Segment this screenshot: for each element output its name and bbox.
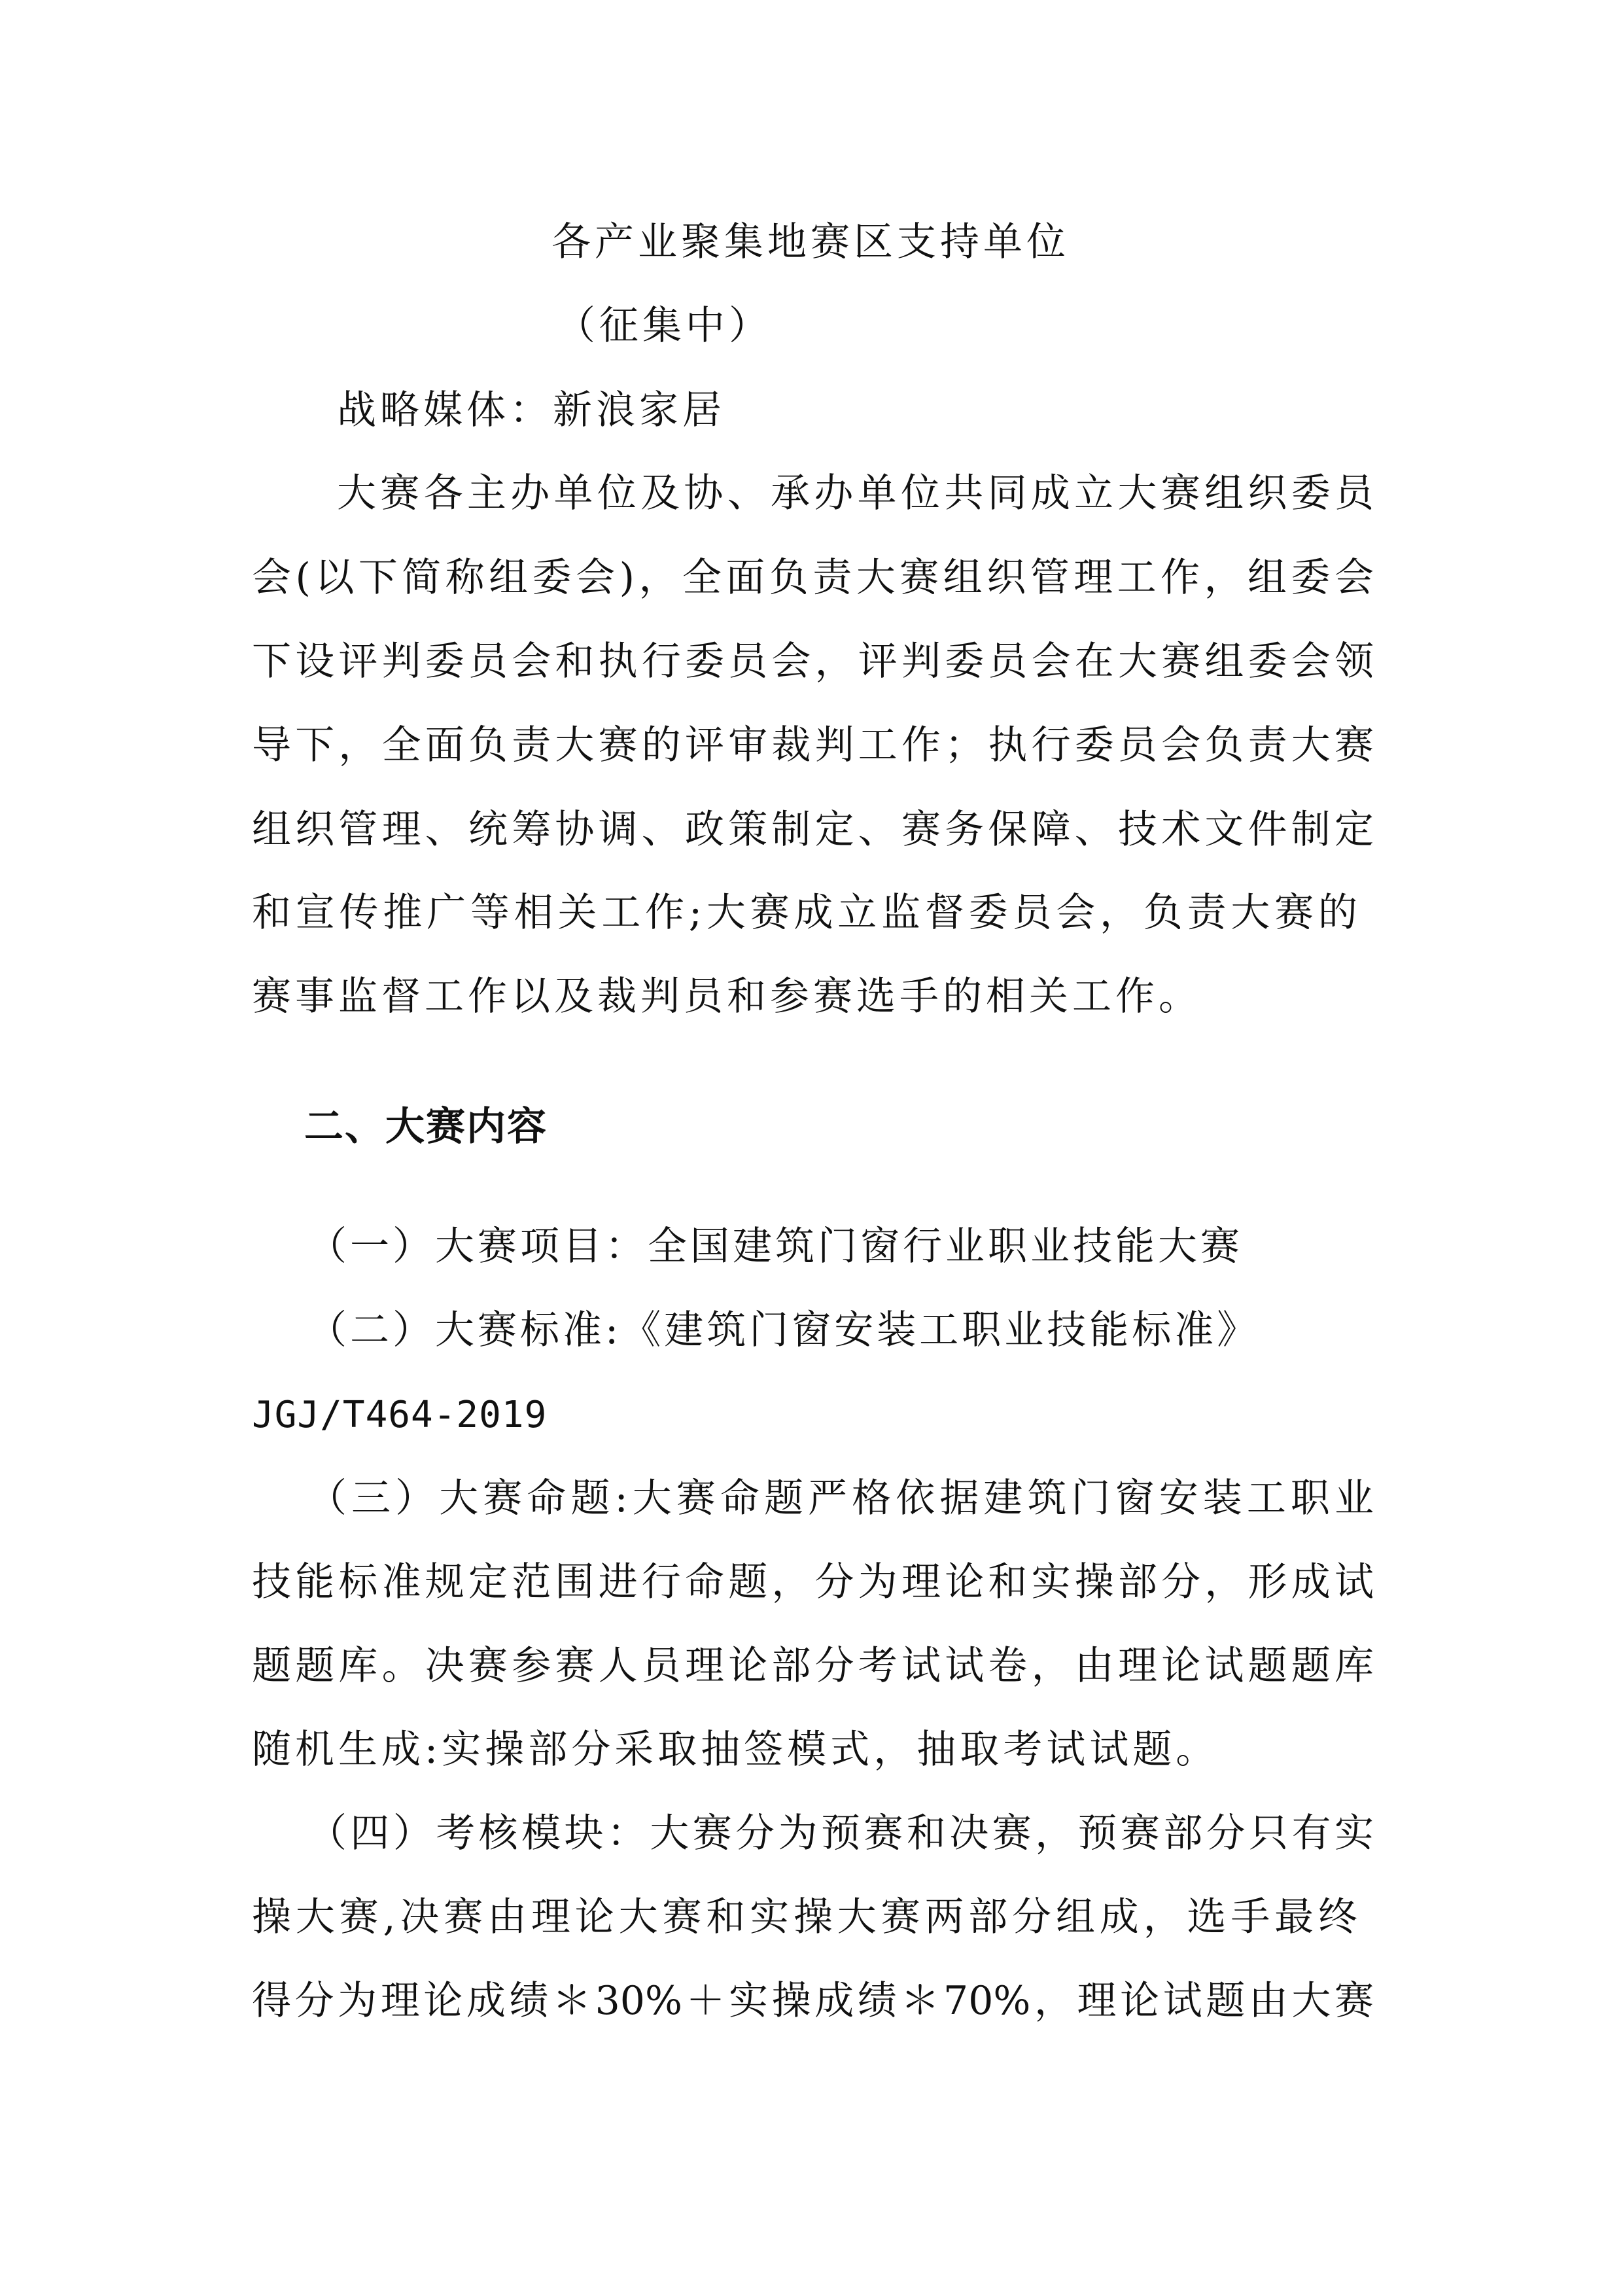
- intro-paragraph-line: 和宣传推广等相关工作;大赛成立监督委员会，负责大赛的: [252, 890, 1357, 936]
- proposition-line: （三）大赛命题:大赛命题严格依据建筑门窗安装工职业: [307, 1475, 1374, 1521]
- intro-paragraph-line: 大赛各主办单位及协、承办单位共同成立大赛组织委员: [337, 470, 1374, 516]
- intro-paragraph-line: 赛事监督工作以及裁判员和参赛选手的相关工作。: [252, 974, 1202, 1019]
- section-heading: 二、大赛内容: [304, 1104, 548, 1150]
- intro-paragraph-line: 组织管理、统筹协调、政策制定、赛务保障、技术文件制定: [252, 807, 1374, 853]
- contest-item-line: （一）大赛项目：全国建筑门窗行业职业技能大赛: [307, 1224, 1243, 1269]
- assessment-line: 得分为理论成绩＊30%＋实操成绩＊70%，理论试题由大赛: [252, 1978, 1374, 2024]
- contest-standard-line: （二）大赛标准:《建筑门窗安装工职业技能标准》: [307, 1307, 1260, 1353]
- intro-paragraph-line: 下设评判委员会和执行委员会，评判委员会在大赛组委会领: [252, 639, 1374, 684]
- strategic-media-line: 战略媒体：新浪家居: [337, 387, 725, 433]
- proposition-line: 技能标准规定范围进行命题，分为理论和实操部分，形成试: [252, 1559, 1374, 1605]
- supporters-title: 各产业聚集地赛区支持单位: [551, 219, 1070, 265]
- assessment-line: （四）考核模块：大赛分为预赛和决赛，预赛部分只有实: [307, 1810, 1374, 1856]
- proposition-line: 随机生成:实操部分采取抽签模式，抽取考试试题。: [252, 1727, 1219, 1773]
- soliciting-note: （征集中）: [556, 303, 772, 349]
- proposition-line: 题题库。决赛参赛人员理论部分考试试卷，由理论试题题库: [252, 1643, 1374, 1689]
- assessment-line: 操大赛,决赛由理论大赛和实操大赛两部分组成，选手最终: [252, 1894, 1357, 1940]
- intro-paragraph-line: 导下，全面负责大赛的评审裁判工作；执行委员会负责大赛: [252, 722, 1374, 768]
- intro-paragraph-line: 会(以下简称组委会)，全面负责大赛组织管理工作，组委会: [252, 555, 1374, 601]
- standard-code: JGJ/T464-2019: [252, 1394, 548, 1436]
